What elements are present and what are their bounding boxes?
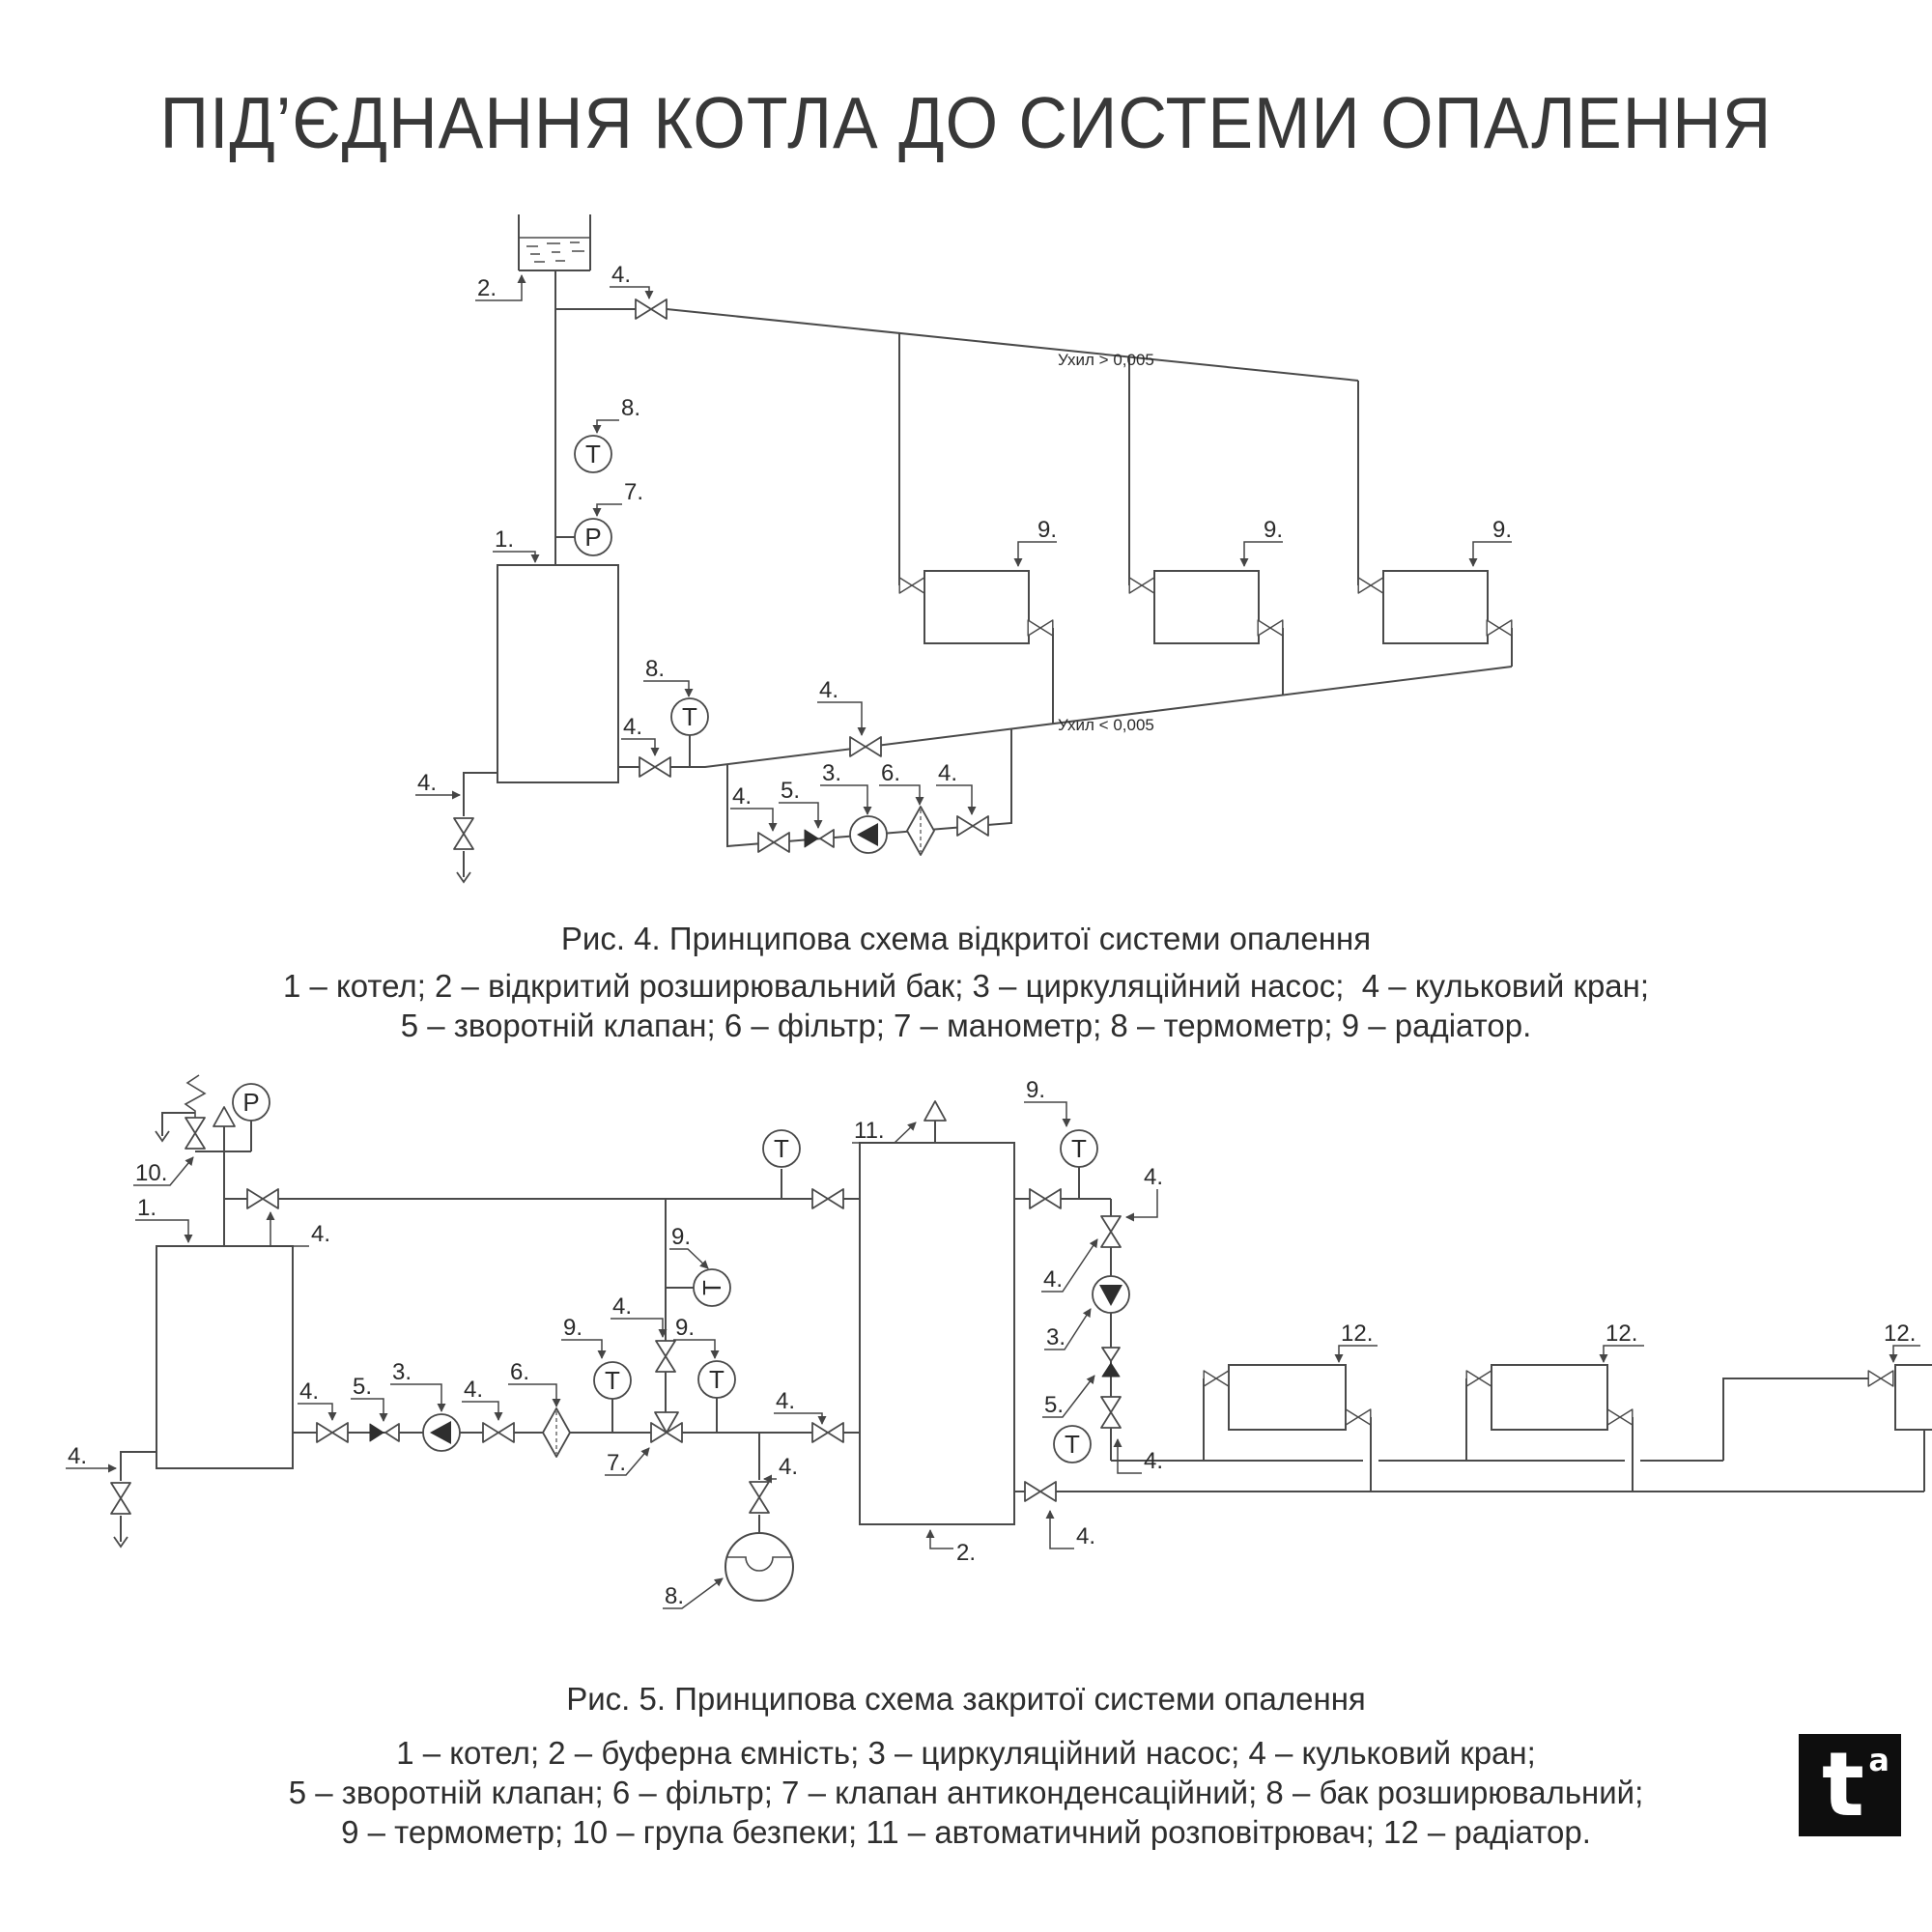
callout-thermometer bbox=[597, 395, 640, 433]
leader bbox=[673, 1340, 715, 1358]
thermometer-gauge bbox=[594, 1362, 631, 1399]
callout-valve bbox=[1050, 1511, 1095, 1549]
svg-text:2.: 2. bbox=[477, 275, 497, 301]
callout-thermometer bbox=[669, 1224, 708, 1268]
callout-check bbox=[1042, 1376, 1094, 1418]
callout-valve bbox=[1126, 1164, 1163, 1217]
radiator-valve-icon bbox=[1204, 1371, 1229, 1386]
callout-valve bbox=[1118, 1439, 1163, 1474]
callout-check bbox=[351, 1374, 384, 1421]
callout-valve bbox=[730, 783, 773, 831]
leader bbox=[820, 785, 867, 814]
leader bbox=[879, 785, 920, 805]
svg-text:4.: 4. bbox=[819, 677, 839, 703]
leader bbox=[493, 552, 535, 562]
callout-boiler bbox=[135, 1195, 188, 1242]
gauge-letter: P bbox=[242, 1088, 260, 1117]
ball-valve-icon bbox=[812, 1189, 843, 1208]
callout-air-vent bbox=[852, 1118, 916, 1144]
ball-valve-icon bbox=[957, 816, 988, 836]
svg-text:4.: 4. bbox=[311, 1221, 331, 1247]
ball-valve-icon bbox=[1025, 1482, 1056, 1501]
callout-valve bbox=[415, 770, 460, 796]
logo-letter: t bbox=[1822, 1733, 1864, 1836]
fig4-caption: Рис. 4. Принципова схема відкритої системи опалення bbox=[560, 921, 1372, 956]
radiator bbox=[924, 571, 1029, 643]
leader bbox=[390, 1384, 441, 1411]
svg-text:1.: 1. bbox=[495, 526, 515, 553]
callout-tank bbox=[475, 275, 522, 301]
svg-text:4.: 4. bbox=[1144, 1164, 1164, 1190]
leader bbox=[610, 287, 649, 298]
callout-radiator bbox=[1473, 517, 1512, 566]
leader bbox=[597, 504, 622, 516]
callout-valve bbox=[621, 714, 655, 755]
leader bbox=[270, 1212, 309, 1246]
callout-thermometer bbox=[643, 656, 689, 696]
svg-text:6.: 6. bbox=[881, 760, 901, 786]
thermometer-gauge bbox=[671, 698, 708, 735]
callout-valve bbox=[66, 1443, 116, 1469]
gauge-letter: T bbox=[774, 1134, 789, 1163]
fig4-diagram bbox=[415, 214, 1512, 882]
radiator-valve-icon bbox=[1258, 620, 1283, 636]
membrane-expansion-tank bbox=[725, 1533, 793, 1601]
callout-valve bbox=[298, 1378, 332, 1420]
gauge-letter: P bbox=[584, 523, 602, 552]
svg-text:3.: 3. bbox=[392, 1359, 412, 1385]
leader bbox=[1050, 1511, 1074, 1548]
radiator-valve-icon bbox=[1358, 578, 1383, 593]
leader bbox=[730, 809, 773, 831]
radiator-valve-icon bbox=[1028, 620, 1053, 636]
svg-text:7.: 7. bbox=[607, 1450, 627, 1476]
radiator-valve-icon bbox=[1346, 1409, 1371, 1425]
callout-valve bbox=[270, 1212, 330, 1247]
pipe-supply-dist bbox=[1723, 1378, 1868, 1461]
ball-valve-icon bbox=[850, 737, 881, 756]
leader bbox=[669, 1249, 708, 1268]
callout-safety-group bbox=[133, 1157, 193, 1186]
thermometer-gauge bbox=[763, 1130, 800, 1167]
relief-spring-zigzag bbox=[185, 1075, 205, 1118]
callout-check bbox=[779, 778, 818, 828]
radiator-valve-icon bbox=[1487, 620, 1512, 636]
callout-boiler bbox=[493, 526, 535, 562]
callout-filter bbox=[879, 760, 920, 805]
radiator bbox=[1383, 571, 1488, 643]
svg-text:5.: 5. bbox=[353, 1374, 373, 1400]
fig5-pipes bbox=[121, 1075, 1924, 1542]
svg-text:4.: 4. bbox=[623, 714, 643, 740]
callout-valve bbox=[611, 1293, 663, 1337]
radiator-valve-icon bbox=[1129, 578, 1154, 593]
leader bbox=[936, 785, 972, 814]
svg-text:4.: 4. bbox=[1076, 1523, 1096, 1549]
svg-text:7.: 7. bbox=[624, 479, 644, 505]
svg-text:11.: 11. bbox=[854, 1118, 885, 1144]
leader bbox=[1118, 1439, 1142, 1473]
callout-valve bbox=[462, 1377, 498, 1420]
drain-valve-icon bbox=[454, 818, 473, 849]
leader bbox=[561, 1340, 602, 1358]
fig5-legend-line: 5 – зворотній клапан; 6 – фільтр; 7 – клапан антиконденсаційний; 8 – бак розширювальний; bbox=[288, 1775, 1644, 1810]
gauge-letter: T bbox=[697, 1280, 726, 1295]
ball-valve-icon bbox=[636, 299, 667, 319]
slope-annotation: Ухил < 0,005 bbox=[1058, 716, 1154, 734]
leader bbox=[351, 1399, 384, 1421]
radiator bbox=[1154, 571, 1259, 643]
radiator-valve-icon bbox=[1607, 1409, 1633, 1425]
gauge-letter: T bbox=[709, 1365, 724, 1394]
boiler bbox=[497, 565, 618, 782]
callout-radiator bbox=[1244, 517, 1283, 566]
ball-valve-icon bbox=[1101, 1397, 1121, 1428]
callout-radiator bbox=[1018, 517, 1057, 566]
svg-text:4.: 4. bbox=[464, 1377, 484, 1403]
svg-text:8.: 8. bbox=[645, 656, 666, 682]
radiator bbox=[1492, 1365, 1607, 1430]
svg-text:9.: 9. bbox=[1492, 517, 1513, 543]
svg-text:4.: 4. bbox=[299, 1378, 320, 1405]
svg-text:4.: 4. bbox=[938, 760, 958, 786]
gauge-letter: T bbox=[585, 440, 601, 469]
svg-text:9.: 9. bbox=[675, 1315, 696, 1341]
circulation-pump-icon bbox=[850, 816, 887, 853]
leader bbox=[779, 803, 818, 828]
fig5-diagram bbox=[66, 1075, 1932, 1609]
svg-text:8.: 8. bbox=[665, 1583, 685, 1609]
ball-valve-icon bbox=[656, 1341, 675, 1372]
leader bbox=[1126, 1189, 1157, 1217]
svg-text:5.: 5. bbox=[1044, 1392, 1065, 1418]
callout-valve bbox=[936, 760, 972, 814]
leader bbox=[611, 1319, 663, 1337]
gauge-letter: T bbox=[1071, 1134, 1087, 1163]
svg-text:3.: 3. bbox=[1046, 1324, 1066, 1350]
leader bbox=[930, 1530, 953, 1548]
ball-valve-icon bbox=[317, 1423, 348, 1442]
callout-pump bbox=[820, 760, 867, 814]
svg-text:4.: 4. bbox=[1043, 1266, 1064, 1293]
svg-text:9.: 9. bbox=[671, 1224, 692, 1250]
leader bbox=[508, 1384, 556, 1406]
circulation-pump-icon bbox=[1093, 1276, 1129, 1313]
fig4-legend-line: 1 – котел; 2 – відкритий розширювальний бак; 3 – циркуляційний насос; 4 – кульковий кран; bbox=[282, 968, 1650, 1004]
callout-thermometer bbox=[561, 1315, 602, 1358]
svg-text:6.: 6. bbox=[510, 1359, 530, 1385]
fig5-caption: Рис. 5. Принципова схема закритої системи опалення bbox=[566, 1681, 1366, 1717]
callout-valve bbox=[774, 1388, 822, 1424]
callout-radiator bbox=[1604, 1321, 1644, 1362]
callout-manometer bbox=[597, 479, 643, 516]
leader bbox=[1893, 1346, 1920, 1362]
svg-text:4.: 4. bbox=[732, 783, 753, 810]
svg-text:4.: 4. bbox=[417, 770, 438, 796]
svg-text:9.: 9. bbox=[1037, 517, 1058, 543]
svg-text:4.: 4. bbox=[611, 262, 632, 288]
pipe-drain bbox=[464, 773, 497, 816]
ball-valve-icon bbox=[639, 757, 670, 777]
callout-radiator bbox=[1339, 1321, 1378, 1362]
svg-text:8.: 8. bbox=[621, 395, 641, 421]
gauge-letter: T bbox=[682, 702, 697, 731]
svg-text:4.: 4. bbox=[776, 1388, 796, 1414]
radiator-valve-icon bbox=[899, 578, 924, 593]
air-vent-icon bbox=[213, 1107, 235, 1126]
water-dashes bbox=[526, 242, 584, 262]
callout-valve bbox=[610, 262, 649, 298]
svg-text:2.: 2. bbox=[956, 1540, 977, 1566]
callout-pump bbox=[1044, 1309, 1091, 1350]
ball-valve-icon bbox=[1101, 1216, 1121, 1247]
gauge-letter: T bbox=[605, 1366, 620, 1395]
slope-annotation: Ухил > 0,005 bbox=[1058, 351, 1154, 369]
thermometer-gauge bbox=[1054, 1426, 1091, 1463]
logo-superscript: a bbox=[1868, 1742, 1889, 1778]
svg-text:9.: 9. bbox=[1264, 517, 1284, 543]
ball-valve-icon bbox=[758, 833, 789, 852]
fig5-legend-line: 9 – термометр; 10 – група безпеки; 11 – автоматичний розповітрювач; 12 – радіатор. bbox=[341, 1814, 1591, 1850]
brand-logo bbox=[1799, 1734, 1901, 1836]
leader bbox=[1244, 542, 1283, 566]
callout-thermometer bbox=[673, 1315, 715, 1358]
callout-valve bbox=[817, 677, 862, 735]
drain-valve-icon bbox=[111, 1483, 130, 1514]
leader bbox=[597, 420, 619, 433]
svg-text:5.: 5. bbox=[781, 778, 801, 804]
svg-text:4.: 4. bbox=[1144, 1448, 1164, 1474]
radiator-valve-icon bbox=[1466, 1371, 1492, 1386]
leader bbox=[621, 739, 655, 755]
svg-text:4.: 4. bbox=[612, 1293, 633, 1320]
ball-valve-icon bbox=[483, 1423, 514, 1442]
circulation-pump-icon bbox=[423, 1414, 460, 1451]
thermometer-gauge-rotated bbox=[694, 1269, 730, 1306]
ball-valve-icon bbox=[750, 1482, 769, 1513]
fig5-legend-line: 1 – котел; 2 – буферна ємність; 3 – циркуляційний насос; 4 – кульковий кран; bbox=[396, 1735, 1536, 1771]
callout-thermometer bbox=[1024, 1077, 1066, 1126]
leader bbox=[1339, 1346, 1378, 1362]
fig5-legend bbox=[0, 1733, 1932, 1852]
buffer-tank bbox=[860, 1143, 1014, 1524]
callout-valve bbox=[764, 1454, 798, 1480]
radiator bbox=[1895, 1365, 1932, 1430]
leader bbox=[817, 702, 862, 735]
thermometer-gauge bbox=[1061, 1130, 1097, 1167]
svg-text:9.: 9. bbox=[563, 1315, 583, 1341]
exptank-body bbox=[725, 1533, 793, 1601]
svg-text:9.: 9. bbox=[1026, 1077, 1046, 1103]
filter-icon bbox=[907, 807, 934, 855]
leader bbox=[462, 1402, 498, 1420]
callout-pump bbox=[390, 1359, 441, 1411]
page-title: ПІД’ЄДНАННЯ КОТЛА ДО СИСТЕМИ ОПАЛЕННЯ bbox=[159, 82, 1773, 164]
boiler bbox=[156, 1246, 293, 1468]
leader bbox=[1018, 542, 1057, 566]
callout-filter bbox=[508, 1359, 556, 1406]
callout-valve bbox=[1041, 1239, 1097, 1293]
safety-relief-valve-icon bbox=[185, 1118, 205, 1149]
leader bbox=[774, 1413, 822, 1424]
svg-text:12.: 12. bbox=[1884, 1321, 1917, 1347]
open-expansion-tank bbox=[519, 214, 590, 270]
gauge-letter: T bbox=[1065, 1430, 1080, 1459]
leader bbox=[1024, 1102, 1066, 1126]
radiator bbox=[1229, 1365, 1346, 1430]
radiator-valve-icon bbox=[1868, 1371, 1893, 1386]
auto-air-vent-icon bbox=[924, 1101, 946, 1121]
svg-text:1.: 1. bbox=[137, 1195, 157, 1221]
svg-text:3.: 3. bbox=[822, 760, 842, 786]
callout-buffer bbox=[930, 1530, 976, 1566]
svg-text:12.: 12. bbox=[1341, 1321, 1374, 1347]
thermometer-gauge bbox=[698, 1361, 735, 1398]
callout-anticondensation-valve bbox=[605, 1448, 649, 1476]
ball-valve-icon bbox=[247, 1189, 278, 1208]
manometer-gauge bbox=[233, 1084, 270, 1121]
ball-valve-icon bbox=[812, 1423, 843, 1442]
leader bbox=[1604, 1346, 1644, 1362]
svg-text:4.: 4. bbox=[779, 1454, 799, 1480]
ball-valve-icon bbox=[1030, 1189, 1061, 1208]
pipe-supply-slope bbox=[667, 309, 1358, 381]
svg-text:4.: 4. bbox=[68, 1443, 88, 1469]
leader bbox=[1473, 542, 1512, 566]
manometer-gauge bbox=[575, 519, 611, 555]
leader bbox=[298, 1404, 332, 1420]
pipe-drain bbox=[121, 1452, 156, 1481]
leader bbox=[135, 1220, 188, 1242]
filter-icon bbox=[543, 1408, 570, 1457]
leader bbox=[643, 681, 689, 696]
svg-text:10.: 10. bbox=[135, 1160, 168, 1186]
callout-radiator bbox=[1884, 1321, 1920, 1362]
callout-expansion-tank bbox=[663, 1578, 723, 1609]
fig4-legend bbox=[0, 966, 1932, 1045]
fig4-legend-line: 5 – зворотній клапан; 6 – фільтр; 7 – манометр; 8 – термометр; 9 – радіатор. bbox=[400, 1008, 1532, 1043]
thermometer-gauge bbox=[575, 436, 611, 472]
svg-text:12.: 12. bbox=[1605, 1321, 1638, 1347]
